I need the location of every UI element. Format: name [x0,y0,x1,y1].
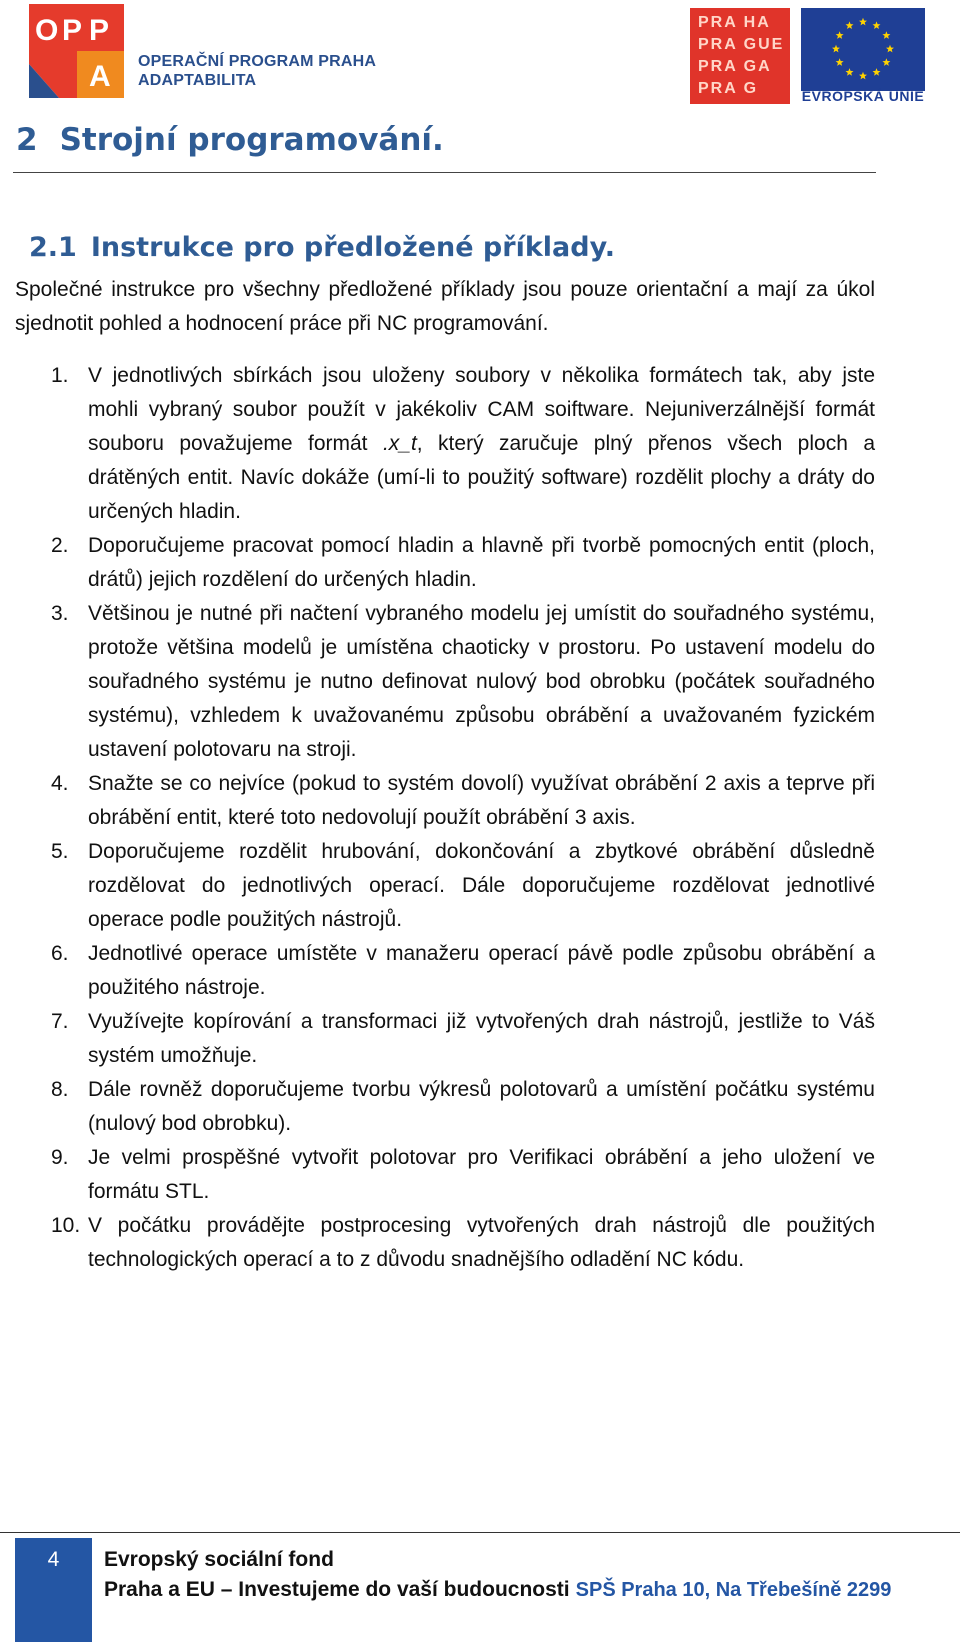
item-text: Doporučujeme rozdělit hrubování, dokončování a zbytkové obrábění důsledně rozdělovat do jednotlivých operací. Dále doporučujeme rozdělovat jednotlivé operace podle použitých nástrojů. [88,840,875,931]
footer-slogan: Praha a EU – Investujeme do vaší budoucnosti [104,1578,570,1601]
item-text: Snažte se co nejvíce (pokud to systém dovolí) využívat obrábění 2 axis a teprve při obrábění entit, které toto nedovolují použít obrábění 3 axis. [88,772,875,829]
list-item [15,937,875,1005]
item-number: 1. [51,364,69,387]
praha-row: PRA G [698,80,759,97]
heading-divider [13,172,876,173]
praha-logo-text [698,12,784,100]
item-number: 4. [51,772,69,795]
chapter-title: Strojní programování. [59,122,444,158]
footer-fund: Evropský sociální fond [104,1548,334,1571]
praha-row: PRA GUE [698,36,785,53]
item-text: V počátku provádějte postprocesing vytvořených drah nástrojů dle použitých technologických operací a to z důvodu snadnějšího odladění NC kódu. [88,1214,875,1271]
item-text: Jednotlivé operace umístěte v manažeru operací pávě podle způsobu obrábění a použitého nástroje. [88,942,875,999]
item-text: Dále rovněž doporučujeme tvorbu výkresů polotovarů a umístění počátku systému (nulový bod obrobku). [88,1078,875,1135]
eu-flag [801,8,925,91]
oppa-letter-p1: P [62,14,83,47]
oppa-letter-a: A [89,60,111,93]
chapter-heading [16,122,444,158]
item-number: 9. [51,1146,69,1169]
section-number: 2.1 [29,232,77,263]
list-item [15,529,875,597]
item-text-pre: V jednotlivých sbírkách jsou uloženy soubory v několika formátech tak, aby jste mohli vybraný soubor použít v jakékoliv CAM soiftware. Nejuniverzálnější formát souboru považujeme formát [88,364,875,455]
item-text-post: , který zaručuje plný přenos všech ploch a drátěných entit. Navíc dokáže (umí-li to použitý software) rozdělit plochy a dráty do určených hladin. [88,432,875,523]
item-number: 5. [51,840,69,863]
footer-school: SPŠ Praha 10, Na Třebešíně 2299 [575,1579,892,1601]
oppa-letter-o: O [35,14,59,47]
item-text: Je velmi prospěšné vytvořit polotovar pro Verifikaci obrábění a jeho uložení ve formátu STL. [88,1146,875,1203]
oppa-title-line2: ADAPTABILITA [138,72,257,89]
oppa-letter-p2: P [89,14,110,47]
section-title: Instrukce pro předložené příklady. [90,232,615,263]
oppa-title [138,52,376,90]
list-item [15,835,875,937]
oppa-title-line1: OPERAČNÍ PROGRAM PRAHA [138,53,377,70]
footer-slogan-line [104,1578,891,1602]
item-text: Většinou je nutné při načtení vybraného modelu jej umístit do souřadného systému, protože většina modelů je umístěna chaoticky v prostoru. Po ustavení modelu do souřadného systému je nutno definovat nulový bod obrobku (počátek souřadného systému), vzhledem k uvažovanému způsobu obrábění a uvažovaném fyzickém ustavení polotovaru na stroji. [88,602,875,761]
item-text: Doporučujeme pracovat pomocí hladin a hlavně při tvorbě pomocných entit (ploch, drátů) jejich rozdělení do určených hladin. [88,534,875,591]
item-number: 3. [51,602,69,625]
praha-logo [690,8,790,104]
page-number: 4 [47,1548,60,1571]
chapter-number: 2 [16,122,38,158]
item-text: Využívejte kopírování a transformaci již vytvořených drah nástrojů, jestliže to Váš systém umožňuje. [88,1010,875,1067]
list-item [15,767,875,835]
list-item [15,1141,875,1209]
praha-row: PRA HA [698,14,771,31]
item-number: 7. [51,1010,69,1033]
intro-paragraph: Společné instrukce pro všechny předložené příklady jsou pouze orientační a mají za úkol sjednotit pohled a hodnocení práce při NC programování. [15,278,875,335]
item-number: 10. [51,1214,81,1237]
list-item [15,1209,875,1277]
list-item [15,1005,875,1073]
item-number: 6. [51,942,69,965]
item-text-format: .x_t [382,432,417,455]
list-item [15,597,875,767]
eu-label: EVROPSKÁ UNIE [801,88,925,104]
section-heading [29,232,615,263]
oppa-logo [29,4,124,98]
praha-row: PRA GA [698,58,772,75]
list-item [15,1073,875,1141]
footer-divider [0,1532,960,1533]
list-item [15,359,875,529]
instruction-list [15,359,875,1277]
item-number: 8. [51,1078,69,1101]
item-number: 2. [51,534,69,557]
